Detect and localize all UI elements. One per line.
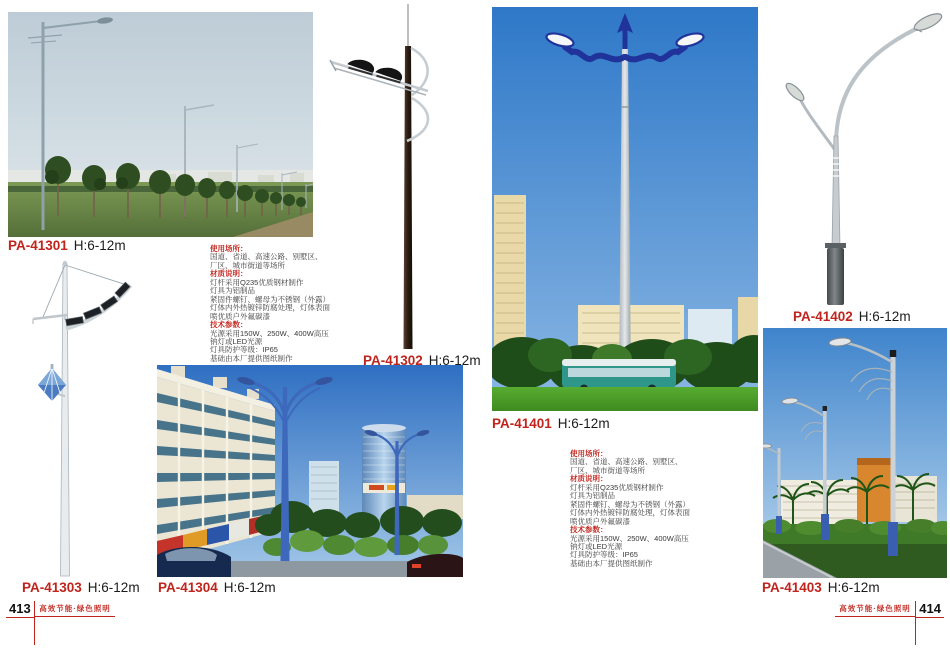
spec-block-right <box>570 450 720 568</box>
pa-41301-illustration <box>8 12 313 237</box>
lamp-head-upper <box>912 10 944 33</box>
product-photo-pa-41301 <box>8 12 313 237</box>
footer-slogan: 高效节能·绿色照明 <box>835 602 915 617</box>
material-line: 喷优质户外氟碳漆 <box>210 311 270 321</box>
lamp-pole <box>61 264 70 576</box>
material-header: 材质说明： <box>210 269 248 279</box>
tech-line: 钠灯或LED光源 <box>210 336 263 346</box>
tech-line: 基础由本厂提供图纸制作 <box>570 558 653 568</box>
product-size: H:6-12m <box>87 580 140 595</box>
pa-41402-illustration <box>775 8 947 306</box>
material-line: 喷优质户外氟碳漆 <box>570 516 630 526</box>
tech-header: 技术参数： <box>210 320 248 330</box>
material-line: 灯杆采用Q235优质钢材制作 <box>570 482 664 492</box>
product-label-pa-41401 <box>492 416 610 431</box>
product-photo-pa-41402 <box>775 8 947 306</box>
product-size: H:6-12m <box>223 580 276 595</box>
grass <box>492 387 758 411</box>
material-line: 灯具为铝制品 <box>210 286 255 296</box>
material-header: 材质说明： <box>570 474 608 484</box>
residential-building <box>157 366 275 563</box>
footer-slogan: 高效节能·绿色照明 <box>35 602 115 617</box>
main-arm <box>836 25 924 142</box>
usage-header: 使用场所： <box>210 244 248 253</box>
pa-41403-illustration <box>763 328 947 578</box>
usage-line: 国道、省道、高速公路、别墅区、 <box>570 457 683 467</box>
product-model: PA-41402 <box>793 309 853 324</box>
tech-line: 光源采用150W、250W、400W高压 <box>570 533 689 543</box>
usage-header: 使用场所： <box>570 449 608 458</box>
product-photo-pa-41401 <box>492 7 758 411</box>
tech-line: 光源采用150W、250W、400W高压 <box>210 328 329 338</box>
usage-line: 厂区、城市街道等场所 <box>210 260 285 270</box>
tech-header: 技术参数： <box>570 525 608 535</box>
product-size: H:6-12m <box>858 309 911 324</box>
footer-left <box>6 602 115 645</box>
spec-block-left <box>210 245 360 363</box>
product-model: PA-41301 <box>8 238 68 253</box>
lamp-modules <box>66 282 130 326</box>
pa-41303-illustration <box>8 256 158 578</box>
tech-line: 基础由本厂提供图纸制作 <box>210 353 293 363</box>
pole-base <box>827 248 844 305</box>
product-label-pa-41403 <box>762 580 880 595</box>
tech-line: 灯具防护等级：IP65 <box>570 550 638 560</box>
product-label-pa-41303 <box>22 580 140 595</box>
counter-bar <box>33 315 67 319</box>
product-label-pa-41304 <box>158 580 276 595</box>
lamp-pole <box>832 136 840 248</box>
product-size: H:6-12m <box>557 416 610 431</box>
tech-line: 灯具防护等级：IP65 <box>210 345 278 355</box>
product-photo-pa-41303 <box>8 256 158 578</box>
car-left <box>157 547 231 577</box>
road <box>217 561 417 577</box>
product-model: PA-41304 <box>158 580 218 595</box>
material-line: 紧固件螺钉、螺母为不锈钢（外露） <box>210 294 330 304</box>
cross-arm <box>330 60 428 95</box>
product-label-pa-41301 <box>8 238 126 253</box>
pa-41304-illustration <box>157 365 463 577</box>
product-label-pa-41302 <box>363 353 481 368</box>
material-line: 灯体内外热镀锌防腐处理，灯体表面 <box>210 303 330 313</box>
lamp-head-lower <box>784 81 807 103</box>
page-number-left: 413 <box>6 602 34 618</box>
footer-right <box>835 602 944 645</box>
pa-41401-illustration <box>492 7 758 411</box>
tech-line: 钠灯或LED光源 <box>570 541 623 551</box>
material-line: 灯体内外热镀锌防腐处理，灯体表面 <box>570 508 690 518</box>
product-label-pa-41402 <box>793 309 911 324</box>
mid-building <box>309 461 339 517</box>
product-model: PA-41401 <box>492 416 552 431</box>
usage-line: 厂区、城市街道等场所 <box>570 465 645 475</box>
material-line: 灯杆采用Q235优质钢材制作 <box>210 277 304 287</box>
product-model: PA-41302 <box>363 353 423 368</box>
product-photo-pa-41403 <box>763 328 947 578</box>
product-size: H:6-12m <box>428 353 481 368</box>
product-model: PA-41403 <box>762 580 822 595</box>
material-line: 灯具为铝制品 <box>570 491 615 501</box>
secondary-arm <box>799 97 835 150</box>
product-size: H:6-12m <box>73 238 126 253</box>
product-model: PA-41303 <box>22 580 82 595</box>
material-line: 紧固件螺钉、螺母为不锈钢（外露） <box>570 499 690 509</box>
usage-line: 国道、省道、高速公路、别墅区、 <box>210 252 323 262</box>
product-photo-pa-41304 <box>157 365 463 577</box>
page-number-right: 414 <box>916 602 944 618</box>
product-size: H:6-12m <box>827 580 880 595</box>
